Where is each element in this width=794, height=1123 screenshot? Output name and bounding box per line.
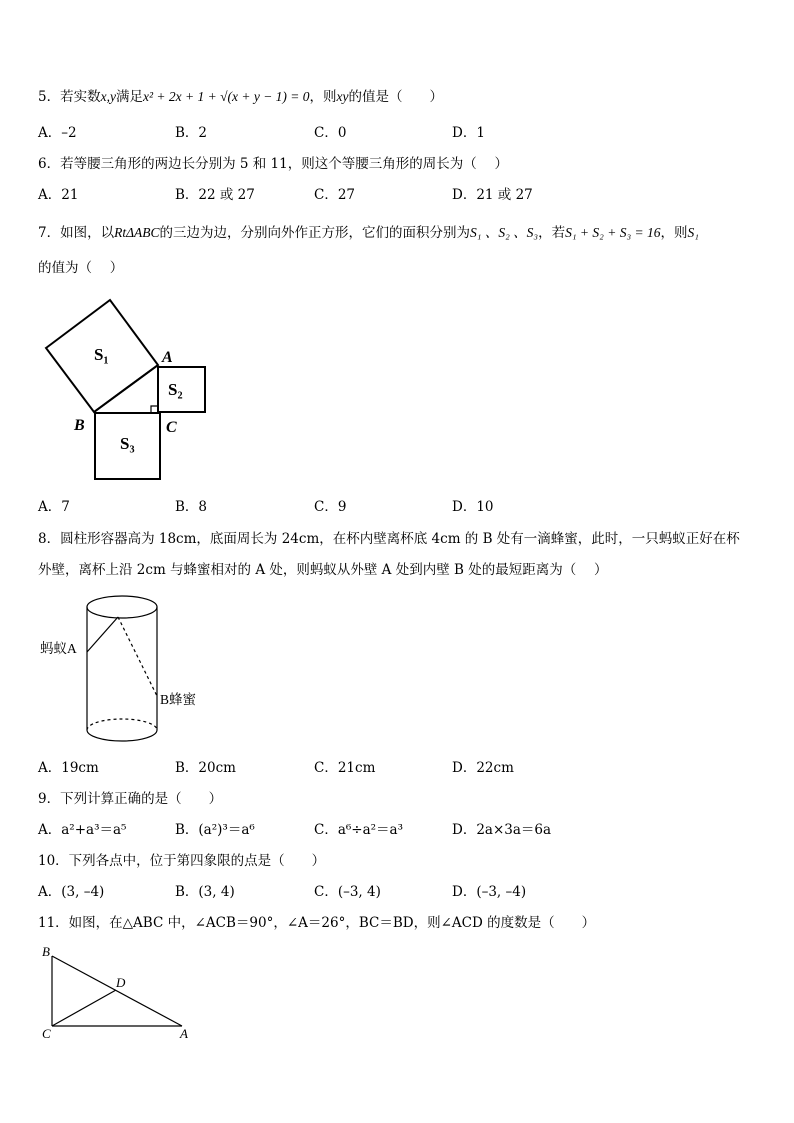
q7-label-c: C	[166, 419, 177, 436]
q8-stem-line2: 外壁，离杯上沿 2cm 与蜂蜜相对的 A 处，则蚂蚁从外壁 A 处到内壁 B 处的最短距离为（ ）	[38, 562, 608, 578]
q7-figure	[38, 292, 218, 488]
q7-stem-a: 7．如图，以	[38, 225, 115, 241]
q7-side-ab	[94, 365, 158, 412]
q11-segment-cd	[52, 990, 116, 1026]
q10-option-c[interactable]: C．(–3, 4)	[314, 884, 381, 900]
q7-option-b[interactable]: B．8	[175, 499, 208, 515]
q10-option-a[interactable]: A．(3, –4)	[38, 884, 105, 900]
q7-label-s2: S₂	[168, 380, 183, 399]
q9-option-b[interactable]: B．(a²)³＝a⁶	[175, 822, 255, 838]
q7-option-c[interactable]: C．9	[314, 499, 347, 515]
q10-option-d[interactable]: D．(–3, –4)	[452, 884, 527, 900]
q6-option-c[interactable]: C．27	[314, 187, 356, 203]
q7-stem-c: ，若	[538, 225, 566, 241]
q8-cylinder-bottom-back	[87, 719, 157, 730]
q7-stem-d: ，则	[660, 225, 688, 241]
q7-label-b: B	[74, 417, 85, 434]
q6-option-b[interactable]: B．22 或 27	[175, 187, 255, 203]
q10-option-b[interactable]: B．(3, 4)	[175, 884, 235, 900]
q5-option-d[interactable]: D．1	[452, 125, 485, 141]
q8-label-honey: B蜂蜜	[160, 692, 197, 707]
q5-xy: xy	[336, 89, 349, 104]
q8-option-d[interactable]: D．22cm	[452, 760, 514, 776]
q9-option-d[interactable]: D．2a×3a＝6a	[452, 822, 552, 838]
q11-label-b: B	[42, 944, 50, 959]
q5-option-b[interactable]: B．2	[175, 125, 208, 141]
q7-triangle: RtΔABC	[114, 225, 160, 240]
q7-label-a: A	[162, 349, 173, 366]
q9-stem: 9．下列计算正确的是（ ）	[38, 791, 223, 807]
q7-right-angle-mark	[151, 406, 158, 413]
q8-stem-line1: 8．圆柱形容器高为 18cm，底面周长为 24cm，在杯内壁离杯底 4cm 的 B 处有一滴蜂蜜，此时，一只蚂蚁正好在杯	[38, 531, 740, 547]
q8-option-a[interactable]: A．19cm	[38, 760, 99, 776]
q8-cylinder-top	[87, 596, 157, 618]
q7-stem-line2: 的值为（ ）	[38, 260, 124, 276]
q5-stem	[38, 88, 443, 106]
q7-option-d[interactable]: D．10	[452, 499, 494, 515]
q11-label-c: C	[42, 1026, 51, 1041]
q11-figure	[38, 942, 198, 1042]
q9-option-c[interactable]: C．a⁶÷a²＝a³	[314, 822, 404, 838]
q6-option-d[interactable]: D．21 或 27	[452, 187, 533, 203]
q7-option-a[interactable]: A．7	[38, 499, 70, 515]
q11-label-a: A	[180, 1026, 188, 1041]
q7-areas: S₁ 、S₂ 、S₃	[470, 225, 539, 240]
q5-stem-d: 的值是（ ）	[348, 89, 444, 105]
q5-stem-b: 满足	[115, 89, 143, 105]
q8-figure	[38, 590, 218, 750]
q7-stem	[38, 224, 699, 242]
q7-label-s1: S₁	[94, 345, 109, 364]
q8-option-b[interactable]: B．20cm	[175, 760, 236, 776]
q8-option-c[interactable]: C．21cm	[314, 760, 376, 776]
q8-path-inner	[118, 617, 157, 696]
q6-option-a[interactable]: A．21	[38, 187, 79, 203]
q10-stem: 10．下列各点中，位于第四象限的点是（ ）	[38, 853, 326, 869]
q7-stem-b: 的三边为边，分别向外作正方形，它们的面积分别为	[159, 225, 471, 241]
q7-equation: S₁ + S₂ + S₃ = 16	[565, 225, 661, 240]
q5-vars: x,y	[100, 89, 116, 104]
q11-label-d: D	[116, 975, 126, 990]
q5-option-a[interactable]: A．–2	[38, 125, 77, 141]
q8-label-ant: 蚂蚁A	[40, 641, 77, 656]
q9-option-a[interactable]: A．a²+a³＝a⁵	[38, 822, 127, 838]
q7-label-s3: S₃	[120, 434, 135, 453]
q8-cylinder-bottom-front	[87, 730, 157, 741]
q11-stem: 11．如图，在△ABC 中，∠ACB＝90°，∠A＝26°，BC＝BD，则∠ACD 的度数是（ ）	[38, 915, 596, 931]
q7-s1: S₁	[687, 225, 699, 240]
q5-stem-a: 5．若实数	[38, 89, 101, 105]
q5-stem-c: ，则	[309, 89, 337, 105]
q5-option-c[interactable]: C．0	[314, 125, 347, 141]
q5-equation: x² + 2x + 1 + √(x + y − 1) = 0	[142, 89, 310, 104]
q6-stem: 6．若等腰三角形的两边长分别为 5 和 11，则这个等腰三角形的周长为（ ）	[38, 156, 509, 172]
q8-path-outer	[87, 617, 118, 652]
